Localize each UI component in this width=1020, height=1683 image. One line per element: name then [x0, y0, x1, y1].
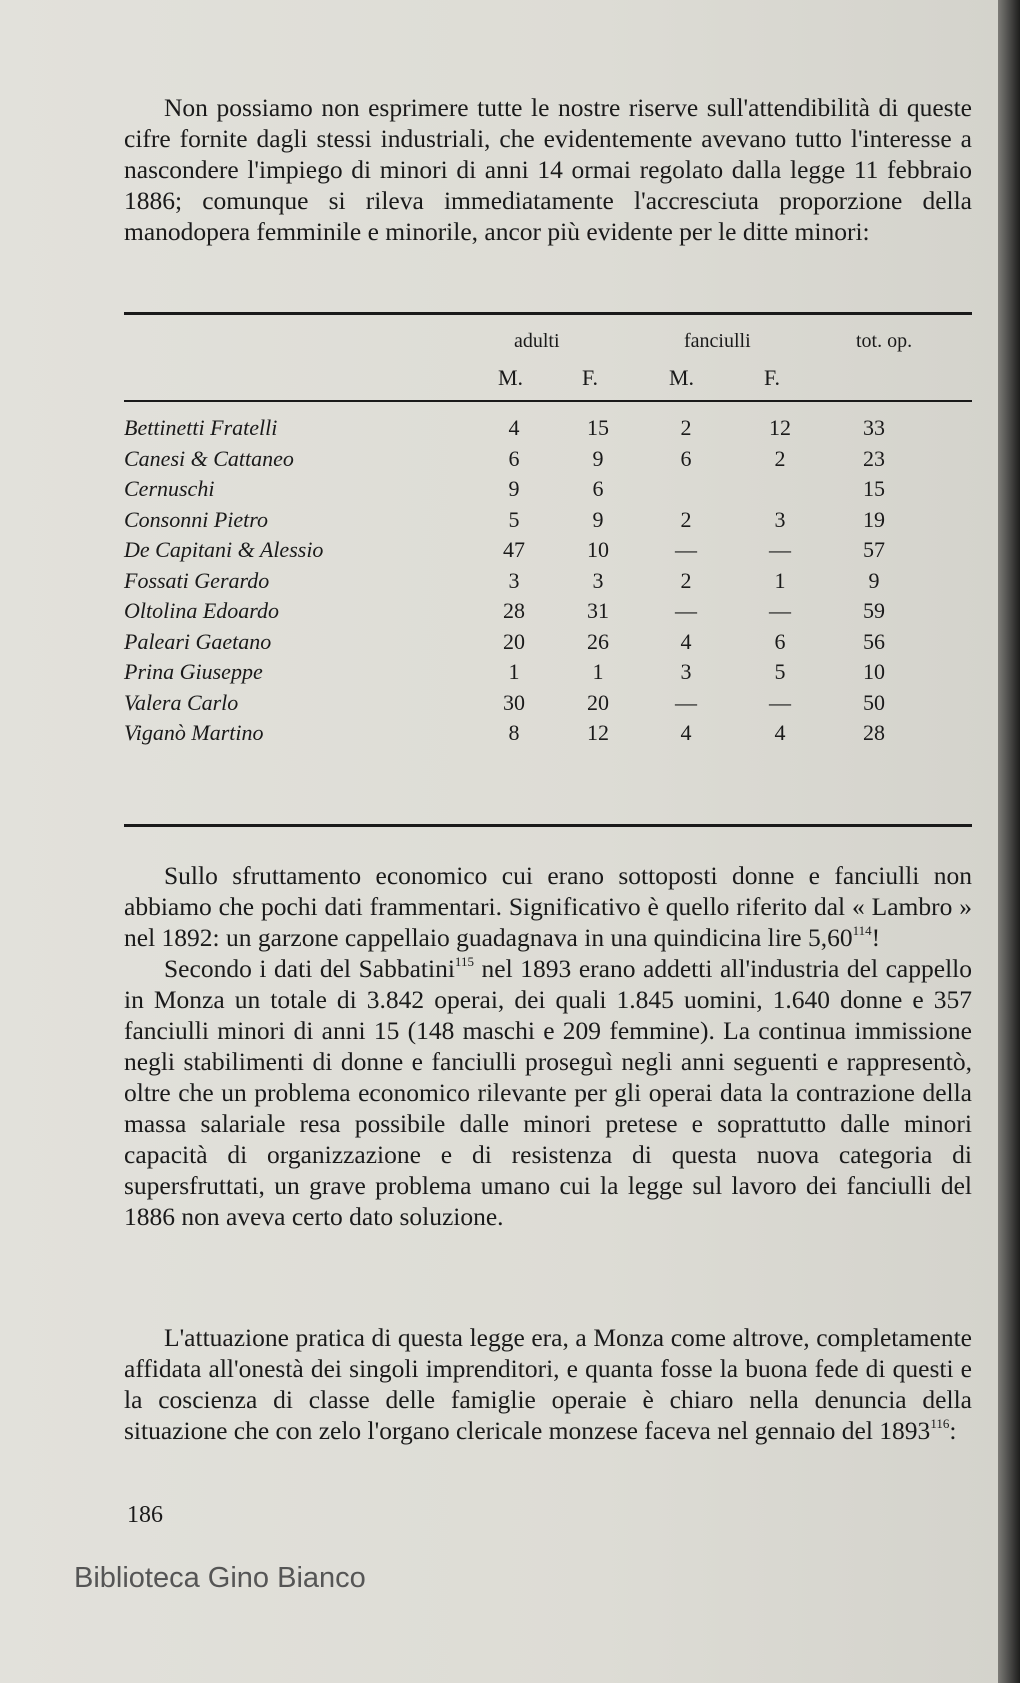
row-cell-am: 1	[508, 659, 520, 684]
row-cell-am: 6	[508, 445, 520, 471]
row-cell-af: 26	[587, 628, 609, 654]
row-cell-am: 3	[508, 567, 520, 593]
row-cell-fm: —	[675, 537, 697, 562]
row-company-name: Canesi & Cattaneo	[124, 445, 294, 471]
body-paragraphs	[124, 860, 972, 1232]
row-cell-af: 31	[587, 598, 609, 623]
table-row	[124, 598, 972, 628]
row-cell-fm: 2	[680, 567, 692, 593]
library-watermark: Biblioteca Gino Bianco	[74, 1562, 366, 1594]
paragraph-3: Secondo i dati del Sabbatini$^{115}$ nel 1893 erano addetti all'industria del cappello in Monza un totale di 3.842 operai, dei quali 1.845 uomini, 1.640 donne e 357 fanciulli minori di anni 15 (148 maschi e 209 femmine). La continua immissione negli stabilimenti di donne e fanciulli proseguì negli anni seguenti e rappresentò, oltre che un problema economico rilevante per gli operai data la contrazione della massa salariale resa possibile dalle minori pretese e soprattutto dalle minori capacità di organizzazione e di resistenza di questa nuova categoria di supersfruttati, un grave problema umano cui la legge sul lavoro dei fanciulli del 1886 non aveva certo dato soluzione.	[124, 954, 972, 1231]
table-row	[124, 720, 972, 750]
table-header-rule	[124, 400, 972, 402]
page-number: 186	[127, 1502, 163, 1528]
closing-paragraph	[124, 1322, 972, 1446]
row-cell-ff: 2	[774, 445, 786, 471]
row-cell-tot: 33	[863, 415, 885, 440]
row-cell-ff: —	[769, 537, 791, 562]
row-cell-af: 3	[592, 567, 604, 593]
header-fanciulli-f: F.	[764, 365, 780, 390]
table-row	[124, 537, 972, 567]
table-row	[124, 415, 972, 445]
row-cell-fm: 4	[680, 720, 692, 745]
row-cell-af: 6	[592, 476, 604, 501]
row-cell-ff: —	[769, 689, 791, 715]
row-cell-tot: 59	[863, 598, 885, 623]
row-cell-am: 20	[503, 628, 525, 654]
row-cell-tot: 9	[868, 567, 880, 593]
row-cell-fm: 4	[680, 628, 692, 654]
row-cell-ff: 6	[774, 628, 786, 654]
row-cell-fm: —	[675, 598, 697, 623]
paragraph-4: L'attuazione pratica di questa legge era, a Monza come altrove, completamente affidata all'onestà dei singoli imprenditori, e quanta fosse la buona fede di questi e la coscienza di classe delle famiglie operaie è chiaro nella denuncia della situazione che con zelo l'organo clericale monzese faceva nel gennaio del 1893$^{116}$:	[124, 1323, 972, 1445]
table-top-rule	[124, 312, 972, 315]
row-company-name: De Capitani & Alessio	[124, 537, 324, 562]
row-company-name: Oltolina Edoardo	[124, 598, 280, 623]
header-adulti-f: F.	[582, 365, 598, 390]
row-cell-ff: 1	[774, 567, 786, 593]
header-adulti-m: M.	[498, 365, 524, 390]
intro-paragraph	[124, 92, 972, 247]
row-cell-ff: 4	[774, 720, 786, 745]
row-cell-af: 20	[587, 689, 609, 715]
row-cell-fm: 3	[680, 659, 692, 684]
row-cell-fm: 2	[680, 506, 692, 532]
row-company-name: Cernuschi	[124, 476, 215, 501]
footnote-ref-114: 114	[852, 923, 872, 938]
row-cell-tot: 19	[863, 506, 885, 532]
paragraph-2: Sullo sfruttamento economico cui erano sottoposti donne e fanciulli non abbiamo che pochi dati frammentari. Significativo è quello riferito dal « Lambro » nel 1892: un garzone cappellaio guadagnava in una quindicina lire 5,60$^{114}$!	[124, 861, 972, 952]
row-cell-ff: —	[769, 598, 791, 623]
row-cell-ff: 12	[769, 415, 791, 440]
header-tot-op: tot. op.	[856, 330, 913, 352]
row-company-name: Paleari Gaetano	[124, 628, 272, 654]
header-fanciulli: fanciulli	[684, 330, 751, 352]
row-cell-am: 47	[503, 537, 525, 562]
row-cell-fm: 6	[680, 445, 692, 471]
row-company-name: Viganò Martino	[124, 720, 264, 745]
table-row	[124, 690, 972, 720]
row-company-name: Valera Carlo	[124, 689, 239, 715]
row-cell-tot: 28	[863, 720, 885, 745]
row-cell-tot: 15	[863, 476, 885, 501]
row-cell-ff: 3	[774, 506, 786, 532]
row-cell-am: 5	[508, 506, 520, 532]
row-cell-tot: 56	[863, 628, 885, 654]
footnote-ref-116: 116	[930, 1416, 950, 1431]
header-adulti: adulti	[514, 330, 560, 352]
row-cell-am: 9	[508, 476, 520, 501]
row-cell-af: 9	[592, 445, 604, 471]
row-cell-tot: 50	[863, 689, 885, 715]
table-row	[124, 446, 972, 476]
row-cell-am: 4	[508, 415, 520, 440]
row-company-name: Fossati Gerardo	[124, 567, 270, 593]
row-cell-af: 12	[587, 720, 609, 745]
table-row	[124, 507, 972, 537]
header-fanciulli-m: M.	[669, 365, 695, 390]
table-bottom-rule	[124, 824, 972, 827]
page-edge	[998, 0, 1020, 1683]
row-cell-tot: 57	[863, 537, 885, 562]
row-cell-am: 30	[503, 689, 525, 715]
row-cell-tot: 23	[863, 445, 885, 471]
row-cell-af: 9	[592, 506, 604, 532]
row-cell-af: 10	[587, 537, 609, 562]
footnote-ref-115: 115	[454, 954, 474, 969]
row-cell-tot: 10	[863, 659, 885, 684]
paragraph-1: Non possiamo non esprimere tutte le nostre riserve sull'attendibilità di queste cifre fornite dagli stessi industriali, che evidentemente avevano tutto l'interesse a nascondere l'impiego di minori di anni 14 ormai regolato dalla legge 11 febbraio 1886; comunque si rileva immediatamente l'accresciuta proporzione della manodopera femminile e minorile, ancor più evidente per le ditte minori:	[124, 93, 972, 246]
row-cell-fm: 2	[680, 415, 692, 440]
row-company-name: Bettinetti Fratelli	[124, 415, 278, 440]
row-company-name: Consonni Pietro	[124, 506, 269, 532]
row-cell-af: 15	[587, 415, 609, 440]
row-cell-fm: —	[675, 689, 697, 715]
row-company-name: Prina Giuseppe	[124, 659, 263, 684]
row-cell-ff: 5	[774, 659, 786, 684]
row-cell-af: 1	[592, 659, 604, 684]
row-cell-am: 8	[508, 720, 520, 745]
table-row	[124, 476, 972, 506]
row-cell-am: 28	[503, 598, 525, 623]
table-row	[124, 659, 972, 689]
table-row	[124, 568, 972, 598]
table-row	[124, 629, 972, 659]
